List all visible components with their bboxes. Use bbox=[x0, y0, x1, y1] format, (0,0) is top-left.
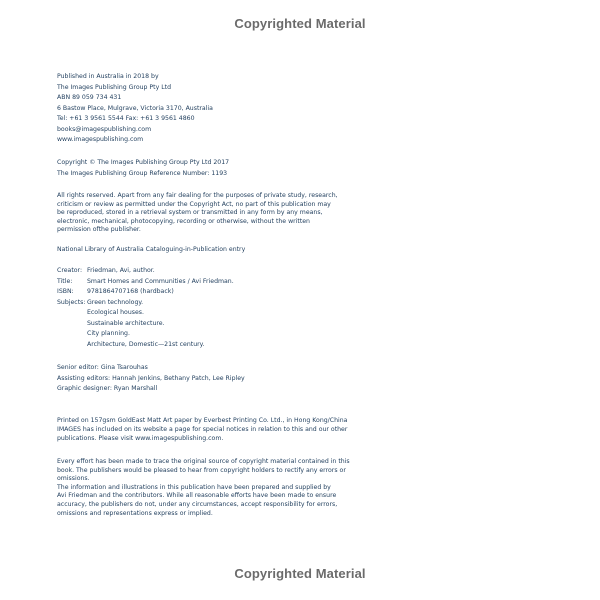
catalogue-row-title bbox=[57, 277, 337, 288]
subject-item: Ecological houses. bbox=[87, 309, 144, 316]
disclaimer-line: The information and illustrations in this publication have been prepared and supplied by bbox=[57, 483, 331, 491]
copyright-block bbox=[57, 158, 337, 179]
cataloguing-block bbox=[57, 266, 337, 350]
disclaimer-line: Every effort has been made to trace the original source of copyright material contained in this bbox=[57, 458, 350, 465]
printing-block bbox=[57, 417, 348, 443]
isbn-value: 9781864707168 (hardback) bbox=[87, 288, 174, 295]
assisting-editors: Assisting editors: Hannah Jenkins, Bethany Patch, Lee Ripley bbox=[57, 374, 245, 382]
rights-block bbox=[57, 192, 337, 235]
title-value: Smart Homes and Communities / Avi Friedman. bbox=[87, 277, 234, 285]
printing-line: IMAGES has included on its website a page for special notices in relation to this and our other bbox=[57, 425, 348, 433]
nla-block bbox=[57, 245, 337, 256]
graphic-designer: Graphic designer: Ryan Marshall bbox=[57, 385, 158, 392]
watermark-top: Copyrighted Material bbox=[234, 16, 366, 31]
publisher-line: Tel: +61 3 9561 5544 Fax: +61 3 9561 4860 bbox=[57, 115, 195, 122]
publisher-website: www.imagespublishing.com bbox=[57, 136, 144, 143]
disclaimer-block bbox=[57, 458, 350, 518]
catalogue-row-creator bbox=[57, 266, 337, 277]
publisher-line: 6 Bastow Place, Mulgrave, Victoria 3170, Australia bbox=[57, 104, 213, 112]
creator-label: Creator: bbox=[57, 267, 83, 274]
publisher-block bbox=[57, 72, 337, 146]
rights-line: electronic, mechanical, photocopying, recording or otherwise, without the written bbox=[57, 217, 310, 225]
nla-heading: National Library of Australia Cataloguing-in-Publication entry bbox=[57, 246, 246, 253]
catalogue-row-subject bbox=[57, 340, 337, 351]
printing-line: publications. Please visit www.imagespublishing.com. bbox=[57, 434, 224, 442]
subjects-label: Subjects: bbox=[57, 298, 86, 306]
copyright-line: Copyright © The Images Publishing Group Pty Ltd 2017 bbox=[57, 159, 230, 166]
reference-number: The Images Publishing Group Reference Number: 1193 bbox=[57, 169, 228, 177]
subject-item: Sustainable architecture. bbox=[87, 319, 165, 327]
catalogue-row-isbn bbox=[57, 287, 337, 298]
catalogue-row-subject bbox=[57, 308, 337, 319]
disclaimer-line: book. The publishers would be pleased to hear from copyright holders to rectify any errors or bbox=[57, 466, 346, 474]
catalogue-row-subjects bbox=[57, 298, 337, 309]
creator-value: Friedman, Avi, author. bbox=[87, 267, 155, 274]
catalogue-row-subject bbox=[57, 329, 337, 340]
isbn-label: ISBN: bbox=[57, 288, 74, 295]
subject-item: Green technology. bbox=[87, 298, 144, 306]
printing-line: Printed on 157gsm GoldEast Matt Art paper by Everbest Printing Co. Ltd., in Hong Kong/China bbox=[57, 417, 348, 424]
disclaimer-line: omissions and representations express or implied. bbox=[57, 509, 213, 517]
publisher-line: The Images Publishing Group Pty Ltd bbox=[57, 83, 172, 91]
subject-item: City planning. bbox=[87, 330, 130, 337]
disclaimer-line: Avi Friedman and the contributors. While all reasonable efforts have been made to ensure bbox=[57, 492, 337, 500]
publisher-line: Published in Australia in 2018 by bbox=[57, 73, 159, 80]
rights-line: All rights reserved. Apart from any fair dealing for the purposes of private study, research, bbox=[57, 192, 338, 199]
senior-editor: Senior editor: Gina Tsarouhas bbox=[57, 364, 148, 371]
publisher-email: books@imagespublishing.com bbox=[57, 125, 152, 133]
subject-item: Architecture, Domestic—21st century. bbox=[87, 340, 205, 348]
credits-block bbox=[57, 363, 337, 395]
watermark-bottom: Copyrighted Material bbox=[234, 566, 366, 581]
disclaimer-line: omissions. bbox=[57, 475, 90, 483]
title-label: Title: bbox=[57, 277, 73, 285]
disclaimer-line: accuracy, the publishers do not, under any circumstances, accept responsibility for errors, bbox=[57, 500, 338, 508]
rights-line: criticism or review as permitted under the Copyright Act, no part of this publication may bbox=[57, 200, 331, 208]
rights-line: permission ofthe publisher. bbox=[57, 226, 141, 234]
catalogue-row-subject bbox=[57, 319, 337, 330]
publisher-line: ABN 89 059 734 431 bbox=[57, 94, 122, 101]
rights-line: be reproduced, stored in a retrieval system or transmitted in any form by any means, bbox=[57, 209, 323, 217]
